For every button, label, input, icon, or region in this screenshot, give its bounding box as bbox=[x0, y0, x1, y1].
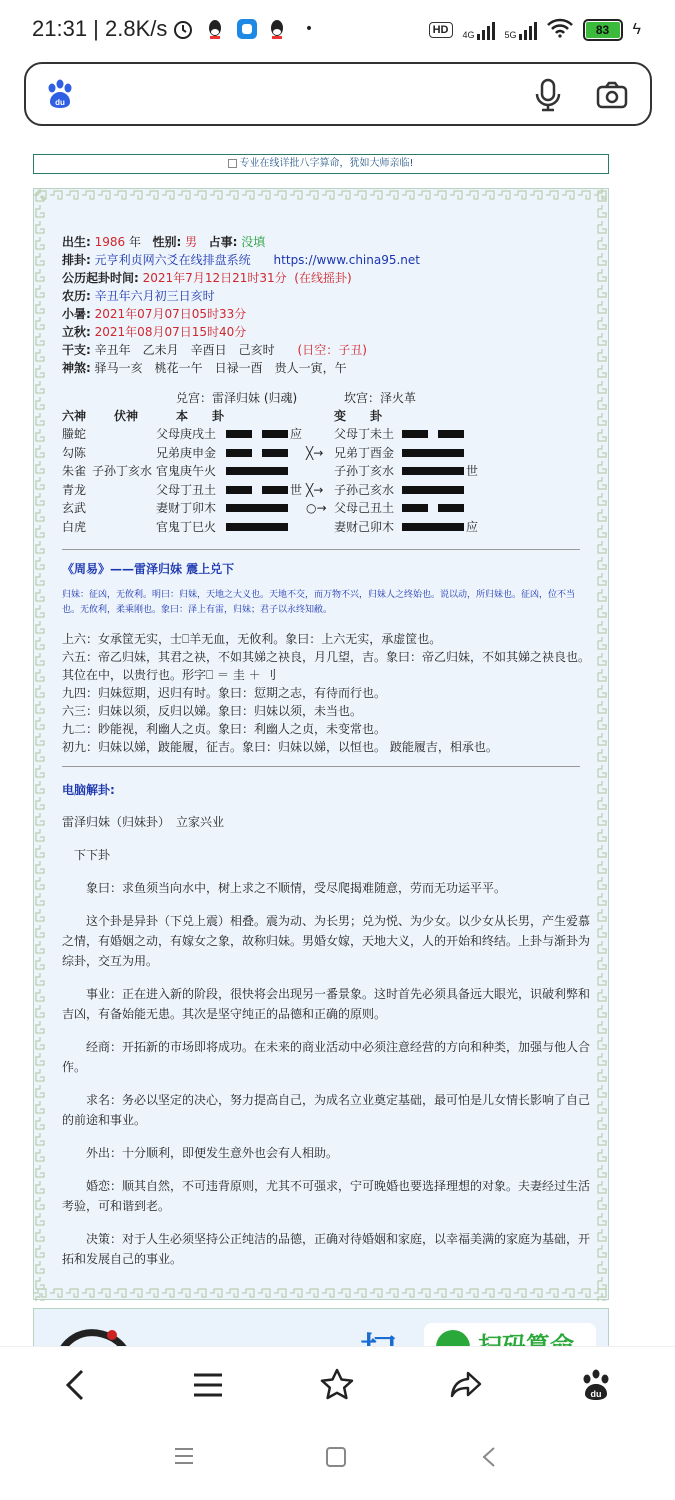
system-back-button[interactable] bbox=[481, 1446, 497, 1472]
battery-indicator: 83 bbox=[583, 19, 623, 41]
decorative-border-left bbox=[34, 189, 46, 1301]
home-button[interactable] bbox=[325, 1446, 347, 1472]
analysis-paragraph: 经商：开拓新的市场即将成功。在未来的商业活动中必须注意经营的方向和种类，加强与他人合作。 bbox=[62, 1040, 591, 1074]
nongli-row: 农历: 辛丑年六月初三日亥时 bbox=[62, 289, 215, 303]
yaoci-line: 六三：归妹以须，反归以娣。象曰：归妹以须，未当也。 bbox=[62, 704, 363, 718]
analysis-gua-name: 雷泽归妹（归妹卦） 立家兴业 bbox=[62, 815, 225, 829]
biangua-cell: 子孙丁亥水 bbox=[334, 464, 395, 478]
zhouyi-yaoci bbox=[62, 630, 592, 756]
charging-icon: ϟ bbox=[632, 20, 641, 38]
analysis-paragraph: 婚恋：顺其自然，不可违背原则，尤其不可强求，宁可晚婚也要选择理想的对象。夫妻经过生活考验，可和谐到老。 bbox=[62, 1179, 591, 1213]
online-yaogua-link[interactable]: (在线摇卦) bbox=[294, 271, 352, 285]
decorative-border-bottom bbox=[34, 1287, 610, 1299]
decorative-border-top bbox=[34, 189, 610, 201]
liushen-cell: 勾陈 bbox=[62, 445, 87, 460]
biangua-cell: 子孙己亥水 bbox=[334, 482, 395, 497]
yang-line bbox=[402, 467, 464, 475]
hexagram-table bbox=[62, 389, 592, 539]
menu-button[interactable] bbox=[190, 1367, 226, 1403]
ganzhi-row: 干支: 辛丑年 乙未月 辛酉日 己亥时 (日空：子丑) bbox=[62, 343, 367, 357]
yin-line bbox=[226, 449, 288, 457]
qq-icon-2 bbox=[266, 18, 288, 40]
yang-line bbox=[402, 523, 464, 531]
status-indicators bbox=[429, 18, 641, 41]
bengua-cell: 官鬼丁巳火 bbox=[156, 519, 217, 534]
divination-content bbox=[62, 233, 592, 1269]
yin-line bbox=[226, 486, 288, 494]
wifi-icon bbox=[547, 18, 573, 41]
liushen-cell: 玄武 bbox=[62, 501, 87, 515]
signal-4g-icon: 4G bbox=[463, 20, 495, 40]
bengua-cell: 兄弟庚申金 bbox=[156, 445, 217, 460]
shiying-mark: 世 bbox=[290, 482, 303, 497]
app-notification-icon bbox=[236, 18, 258, 40]
yang-line bbox=[402, 449, 464, 457]
analysis-paragraph: 外出：十分顺利，即便发生意外也会有人相助。 bbox=[86, 1146, 339, 1160]
hexagram-title-left: 兑宫：雷泽归妹 (归魂) bbox=[176, 391, 298, 405]
alarm-icon bbox=[172, 18, 194, 40]
divider bbox=[62, 766, 580, 767]
signal-5g-icon: 5G bbox=[505, 20, 537, 40]
yaoci-line: 九四：归妹愆期，迟归有时。象曰：愆期之志，有待而行也。 bbox=[62, 686, 387, 700]
bengua-cell: 妻财丁卯木 bbox=[156, 501, 217, 515]
yaoci-line: 六五：帝乙归妹，其君之袂，不如其娣之袂良，月几望，吉。象曰：帝乙归妹，不如其娣之袂良也。 其位在中，以贵行也。形字⎕ ＝ 圭 ＋ 刂 bbox=[62, 650, 591, 682]
search-bar[interactable] bbox=[24, 62, 652, 126]
bengua-cell: 官鬼庚午火 bbox=[156, 464, 217, 478]
shiying-mark: 应 bbox=[290, 427, 303, 441]
xiaoshu-row: 小暑: 2021年07月07日05时33分 bbox=[62, 307, 247, 321]
camera-search-icon[interactable] bbox=[596, 80, 628, 110]
yin-line bbox=[226, 430, 288, 438]
paigua-row: 排卦: 元亨利贞网六爻在线排盘系统 https://www.china95.net bbox=[62, 253, 420, 267]
yang-line bbox=[226, 523, 288, 531]
bengua-cell: 父母庚戌土 bbox=[156, 427, 217, 441]
analysis-paragraph: 事业：正在进入新的阶段，很快将会出现另一番景象。这时首先必须具备远大眼光，识破利弊和吉凶，有备始能无患。其次是坚守纯正的品德和正确的原则。 bbox=[62, 987, 591, 1021]
analysis-paragraph: 求名：务必以坚定的决心，努力提高自己，为成名立业奠定基础，最可怕是儿女情长影响了自己的前途和事业。 bbox=[62, 1093, 591, 1127]
hexagram-header: 六神 伏神 本 卦 变 卦 bbox=[62, 409, 383, 423]
hd-badge: HD bbox=[429, 22, 453, 38]
recent-apps-button[interactable] bbox=[173, 1446, 195, 1470]
analysis-gua-level: 下下卦 bbox=[62, 848, 111, 862]
qq-icon bbox=[204, 18, 226, 40]
voice-search-icon[interactable] bbox=[534, 78, 562, 112]
liushen-cell: 青龙 bbox=[62, 482, 87, 497]
yang-line bbox=[226, 467, 288, 475]
zhouyi-title: 《周易》——雷泽归妹 震上兑下 bbox=[62, 562, 235, 576]
more-notifications-dot: • bbox=[304, 21, 314, 37]
analysis-paragraph: 这个卦是异卦（下兑上震）相叠。震为动、为长男；兑为悦、为少女。以少女从长男，产生爱慕之情，有婚姻之动，有嫁女之象，故称归妹。男婚女嫁，天地大义，人的开始和终结。上卦与渐卦为综卦，交互为用。 bbox=[62, 914, 591, 968]
biangua-cell: 父母丁未土 bbox=[334, 427, 395, 441]
yaoci-line: 初九：归妹以娣，跛能履，征吉。象曰：归妹以娣，以恒也。 跛能履吉，相承也。 bbox=[62, 740, 498, 754]
biangua-cell: 兄弟丁酉金 bbox=[334, 445, 395, 460]
shensha-row: 神煞: 驿马一亥 桃花一午 日禄一酉 贵人一寅，午 bbox=[62, 361, 347, 375]
yaoci-line: 九二：眇能视，利幽人之贞。象曰：利幽人之贞，未变常也。 bbox=[62, 722, 387, 736]
yaoci-line: 上六：女承筐无实，士⎕羊无血，无攸利。象曰：上六无实，承虚筐也。 bbox=[62, 632, 442, 646]
bengua-cell: 父母丁丑土 bbox=[156, 482, 217, 497]
yin-line bbox=[402, 504, 464, 512]
bian-shiying-mark: 应 bbox=[466, 519, 479, 534]
broken-image-icon bbox=[228, 159, 237, 168]
analysis-paragraph: 象曰：求鱼须当向水中，树上求之不顺情，受尽爬揭难随意，劳而无功运平平。 bbox=[86, 881, 507, 895]
moving-mark: ╳→ bbox=[306, 445, 324, 460]
moving-mark: ╳→ bbox=[306, 482, 324, 497]
fushen-cell: 子孙丁亥水 bbox=[92, 464, 153, 478]
bian-shiying-mark: 世 bbox=[466, 464, 479, 478]
browser-toolbar bbox=[0, 1346, 675, 1426]
analysis-paragraph: 决策：对于人生必须坚持公正纯洁的品德，正确对待婚姻和家庭，以幸福美满的家庭为基础，开拓和发展自己的事业。 bbox=[62, 1232, 591, 1266]
computer-analysis-title: 电脑解卦: bbox=[62, 783, 115, 797]
svg-text:du: du bbox=[55, 98, 65, 107]
divider bbox=[62, 549, 580, 550]
back-button[interactable] bbox=[58, 1367, 94, 1403]
status-time: 21:31 | 2.8K/s bbox=[32, 16, 168, 41]
liqiu-row: 立秋: 2021年08月07日15时40分 bbox=[62, 325, 247, 339]
site-url-link[interactable]: https://www.china95.net bbox=[273, 253, 420, 267]
system-nav-bar bbox=[0, 1426, 675, 1500]
yang-line bbox=[226, 504, 288, 512]
baidu-logo-icon[interactable] bbox=[44, 78, 76, 110]
top-banner-ad[interactable] bbox=[33, 154, 609, 174]
gongli-row: 公历起卦时间: 2021年7月12日21时31分 (在线摇卦) bbox=[62, 271, 352, 285]
svg-text:du: du bbox=[590, 1389, 602, 1399]
biangua-cell: 妻财己卯木 bbox=[334, 519, 395, 534]
birth-row: 出生: 1986 年 性别: 男 占事: 没填 bbox=[62, 235, 266, 249]
baidu-home-icon[interactable] bbox=[578, 1367, 614, 1403]
share-button[interactable] bbox=[448, 1367, 484, 1403]
bookmark-star-button[interactable] bbox=[319, 1367, 355, 1403]
decorative-border-right bbox=[596, 189, 608, 1301]
status-bar bbox=[0, 0, 675, 60]
system-link[interactable]: 元亨利贞网六爻在线排盘系统 bbox=[94, 253, 251, 267]
web-content[interactable] bbox=[0, 128, 675, 1346]
result-panel bbox=[33, 188, 609, 1300]
moving-mark: ○→ bbox=[306, 501, 327, 515]
liushen-cell: 螣蛇 bbox=[62, 427, 87, 441]
liushen-cell: 白虎 bbox=[62, 519, 87, 534]
yang-line bbox=[402, 486, 464, 494]
banner-alt-text: 专业在线详批八字算命，犹如大师亲临! bbox=[239, 158, 414, 169]
zhouyi-guaci: 归妹：征凶，无攸利。明曰：归妹，天地之大义也。天地不交，而万物不兴，归妹人之终始也。说以动，所归妹也。征凶，位不当也。无攸利，柔乘刚也。象曰：泽上有雷，归妹；君子以永终知敝。 bbox=[62, 590, 576, 615]
hexagram-title-right: 坎宫：泽火革 bbox=[344, 391, 417, 405]
yin-line bbox=[402, 430, 464, 438]
liushen-cell: 朱雀 bbox=[62, 464, 87, 478]
biangua-cell: 父母己丑土 bbox=[334, 501, 395, 515]
